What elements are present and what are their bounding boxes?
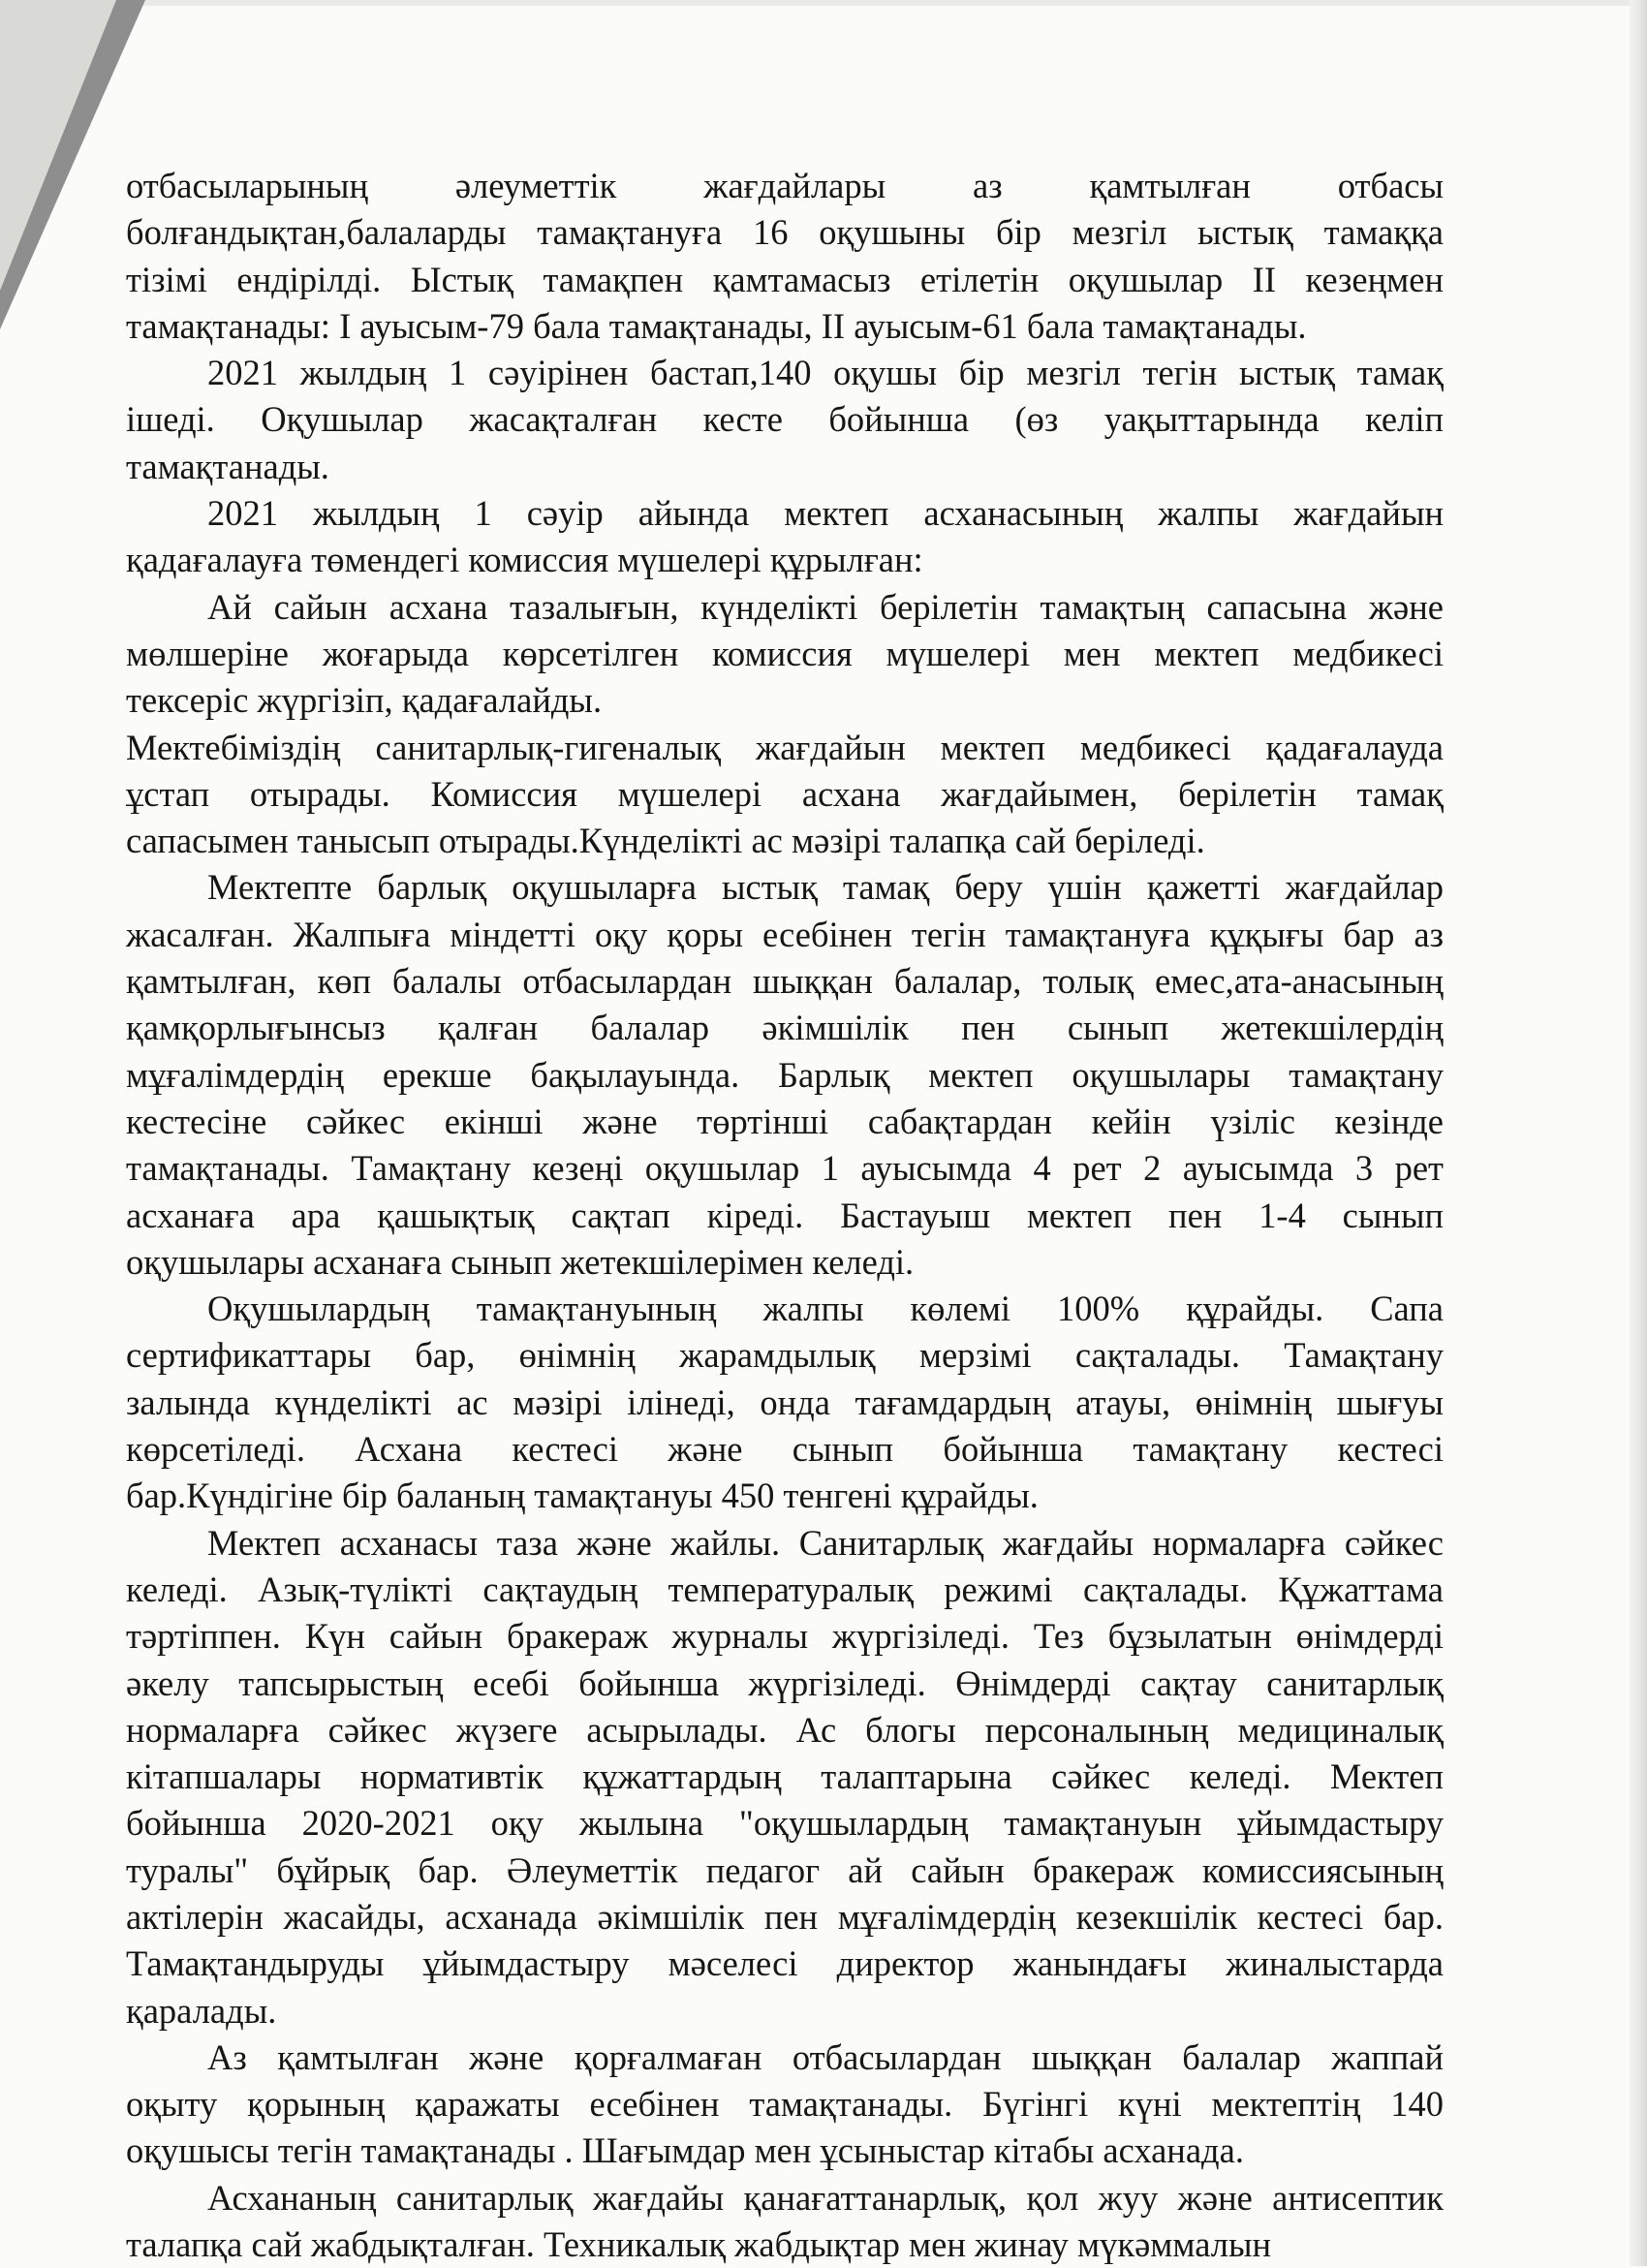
text-line: қаралады. [126, 1990, 277, 2031]
text-line: Асхананың санитарлық жағдайы қанағаттанарлық, қол жуу және антисептик [207, 2177, 1444, 2218]
text-line: тамақтанады. [126, 446, 329, 486]
paragraph [126, 2035, 1444, 2175]
text-line: Тамақтандыруды ұйымдастыру мәселесі директор жанындағы жиналыстарда [126, 1943, 1444, 1984]
paragraph [126, 864, 1444, 1286]
text-line: тексеріс жүргізіп, қадағалайды. [126, 680, 603, 721]
text-line: сапасымен танысып отырады.Күнделікті ас мәзірі талапқа сай беріледі. [126, 821, 1205, 861]
text-line: келеді. Азық-түлікті сақтаудың температуралық режимі сақталады. Құжаттама [126, 1569, 1444, 1609]
text-line: сертификаттары бар, өнімнің жарамдылық мерзімі сақталады. Тамақтану [126, 1335, 1444, 1376]
text-line: болғандықтан,балаларды тамақтануға 16 оқушыны бір мезгіл ыстық тамаққа [126, 212, 1444, 253]
text-line: отбасыларының әлеуметтік жағдайлары аз қамтылған отбасы [126, 166, 1444, 205]
text-line: оқушылары асханаға сынып жетекшілерімен келеді. [126, 1241, 915, 1282]
text-line: қамтылған, көп балалы отбасылардан шыққан балалар, толық емес,ата-анасының [126, 961, 1444, 1002]
text-line: ішеді. Оқушылар жасақталған кесте бойынша (өз уақыттарында келіп [126, 399, 1444, 440]
text-line: қамқорлығынсыз қалған балалар әкімшілік пен сынып жетекшілердің [126, 1008, 1444, 1048]
text-line: ұстап отырады. Комиссия мүшелері асхана жағдайымен, берілетін тамақ [126, 773, 1444, 814]
text-line: тәртіппен. Күн сайын бракераж журналы жүргізіледі. Тез бұзылатын өнімдерді [126, 1616, 1444, 1657]
text-line: Аз қамтылған және қорғалмаған отбасылардан шыққан балалар жаппай [207, 2036, 1444, 2077]
paragraph [126, 2175, 1444, 2268]
text-line: асханаға ара қашықтық сақтап кіреді. Бастауыш мектеп пен 1-4 сынып [126, 1195, 1444, 1235]
page-top-edge [0, 0, 1647, 6]
text-line: 2021 жылдың 1 сәуірінен бастап,140 оқушы бір мезгіл тегін ыстық тамақ [207, 353, 1444, 393]
text-line: Мектеп асханасы таза және жайлы. Санитарлық жағдайы нормаларға сәйкес [207, 1522, 1444, 1563]
stacked-pages-edge [1630, 0, 1647, 2266]
text-line: 2021 жылдың 1 сәуір айында мектеп асханасының жалпы жағдайын [207, 493, 1444, 534]
text-line: Ай сайын асхана тазалығын, күнделікті берілетін тамақтың сапасына және [207, 586, 1444, 627]
text-line: қадағалауға төмендегі комиссия мүшелері құрылған: [126, 540, 923, 580]
text-line: әкелу тапсырыстың есебі бойынша жүргізіледі. Өнімдерді сақтау санитарлық [126, 1662, 1444, 1703]
paragraph [126, 1286, 1444, 1519]
text-line: бойынша 2020-2021 оқу жылына "оқушылардың тамақтануын ұйымдастыру [126, 1803, 1444, 1844]
text-line: кестесіне сәйкес екінші және төртінші сабақтардан кейін үзіліс кезінде [126, 1101, 1444, 1141]
text-line: талапқа сай жабдықталған. Техникалық жабдықтар мен жинау мүкәммалын [126, 2224, 1272, 2265]
text-line: мөлшеріне жоғарыда көрсетілген комиссия мүшелері мен мектеп медбикесі [126, 633, 1444, 673]
text-line: көрсетіледі. Асхана кестесі және сынып бойынша тамақтану кестесі [126, 1429, 1444, 1470]
text-line: Мектепте барлық оқушыларға ыстық тамақ беру үшін қажетті жағдайлар [207, 867, 1444, 908]
text-line: жасалған. Жалпыға міндетті оқу қоры есебінен тегін тамақтануға құқығы бар аз [126, 914, 1444, 954]
text-line: тамақтанады: I ауысым-79 бала тамақтанады, II ауысым-61 бала тамақтанады. [126, 305, 1307, 346]
text-line: тамақтанады. Тамақтану кезеңі оқушылар 1 ауысымда 4 рет 2 ауысымда 3 рет [126, 1148, 1444, 1189]
text-line: оқыту қорының қаражаты есебінен тамақтанады. Бүгінгі күні мектептің 140 [126, 2084, 1444, 2125]
text-line: Мектебіміздің санитарлық-гигеналық жағдайын мектеп медбикесі қадағалауда [126, 727, 1444, 767]
text-line: кітапшалары нормативтік құжаттардың талаптарына сәйкес келеді. Мектеп [126, 1756, 1444, 1797]
paragraph [126, 350, 1444, 490]
text-line: бар.Күндігіне бір баланың тамақтануы 450 тенгені құрайды. [126, 1476, 1039, 1516]
paragraph [126, 490, 1444, 584]
document-body [126, 163, 1444, 2268]
text-line: мұғалімдердің ерекше бақылауында. Барлық мектеп оқушылары тамақтану [126, 1054, 1444, 1095]
text-line: актілерін жасайды, асханада әкімшілік пен мұғалімдердің кезекшілік кестесі бар. [126, 1896, 1444, 1937]
paragraph [126, 163, 1444, 350]
paragraph [126, 725, 1444, 865]
text-line: нормаларға сәйкес жүзеге асырылады. Ас блогы персоналының медициналық [126, 1709, 1444, 1750]
folded-corner [0, 0, 116, 291]
text-line: Оқушылардың тамақтануының жалпы көлемі 100% құрайды. Сапа [207, 1289, 1444, 1329]
paragraph [126, 1520, 1444, 2035]
text-line: залында күнделікті ас мәзірі ілінеді, онда тағамдардың атауы, өнімнің шығуы [126, 1382, 1444, 1422]
text-line: тізімі ендірілді. Ыстық тамақпен қамтамасыз етілетін оқушылар II кезеңмен [126, 259, 1444, 299]
text-line: оқушысы тегін тамақтанады . Шағымдар мен ұсыныстар кітабы асханада. [126, 2130, 1244, 2171]
text-line: туралы" бұйрық бар. Әлеуметтік педагог ай сайын бракераж комиссиясының [126, 1849, 1444, 1890]
paragraph [126, 584, 1444, 725]
